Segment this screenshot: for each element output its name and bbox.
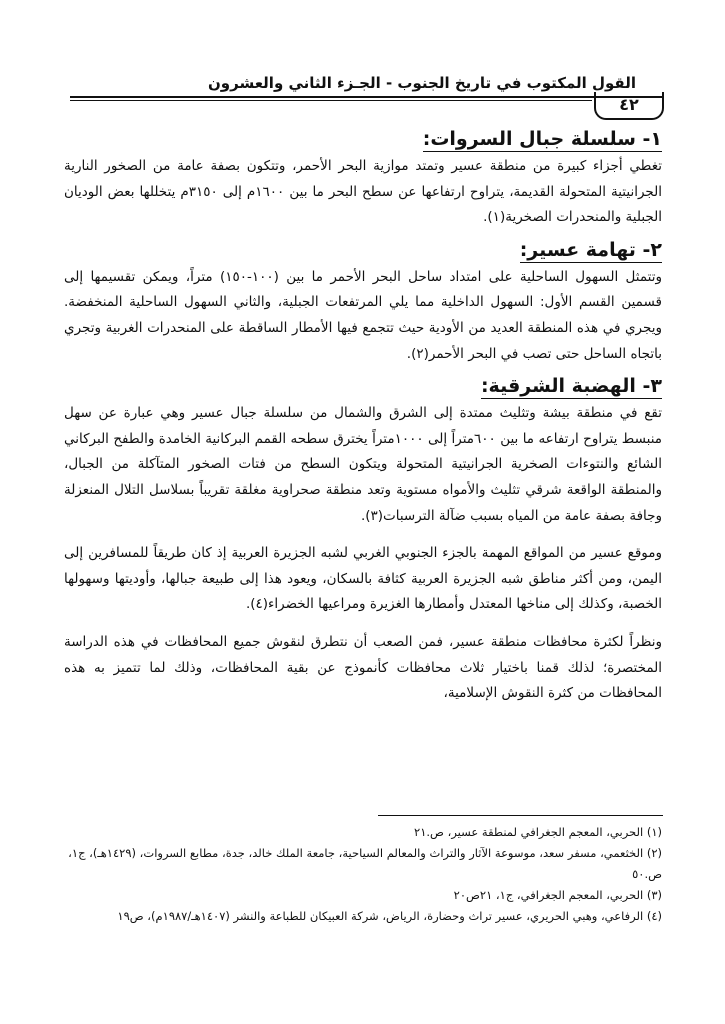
paragraph-location: وموقع عسير من المواقع المهمة بالجزء الجنوبي الغربي لشبه الجزيرة العربية إذ كان طريقاً للمسافرين إلى اليمن، ومن أكثر مناطق شبه الجزيرة العربية كثافة بالسكان، ويعود هذا إلى طبيعة جبالها، وأوديتها وسهولها الخصبة، وكذلك إلى مناخها المعتدل وأمطارها الغزيرة ومراعيها الخضراء(٤). <box>64 545 662 613</box>
footnote-2: (٢) الخثعمي، مسفر سعد، موسوعة الآثار والتراث والمعالم السياحية، جامعة الملك خالد، جدة، مطابع السروات، (١٤٢٩هـ)، ج١، ص.٥٠ <box>68 846 662 881</box>
header-rule-thin <box>70 100 592 101</box>
paragraph-governorates: ونظراً لكثرة محافظات منطقة عسير، فمن الصعب أن نتطرق لنقوش جميع المحافظات في هذه الدراسة المختصرة؛ لذلك قمنا باختيار ثلاث محافظات كأنموذج عن بقية المحافظات، وذلك لما تتميز به هذه المحافظات من كثرة النقوش الإسلامية، <box>64 633 662 702</box>
section-heading-sarawat: ١- سلسلة جبال السروات: <box>422 128 662 150</box>
section-text-tihama: وتتمثل السهول الساحلية على امتداد ساحل البحر الأحمر ما بين (١٠٠-١٥٠) متراً، ويمكن تقسيمها إلى قسمين القسم الأول: السهول الداخلية مما يلي المرتفعات الجبلية، والثاني السهول الساحلية المنخفضة. ويجري في هذه المنطقة العديد من الأودية حيث تتجمع فيها الأمطار الساقطة على المنحدرات الغربية وتجري باتجاه الساحل حتى تصب في البحر الأحمر(٢). <box>64 268 662 362</box>
section-text-sarawat: تغطي أجزاء كبيرة من منطقة عسير وتمتد موازية البحر الأحمر، وتتكون بصفة عامة من الصخور النارية الجرانيتية المتحولة القديمة، يتراوح ارتفاعها عن سطح البحر ما بين ١٦٠٠م إلى ٣١٥٠م يتخللها بعض الوديان الجبلية والمنحدرات الصخرية(١). <box>64 158 662 226</box>
header-rule <box>70 96 662 98</box>
page-number: ٤٢ <box>594 92 664 120</box>
section-heading-eastern-plateau: ٣- الهضبة الشرقية: <box>480 375 662 398</box>
footnote-1: (١) الحربي، المعجم الجغرافي لمنطقة عسير، ص.٢١ <box>414 825 662 839</box>
footnote-separator <box>378 815 663 816</box>
running-header: القول المكتوب في تاريخ الجنوب - الجـزء الثاني والعشرون <box>207 74 636 92</box>
footnotes <box>64 822 662 927</box>
footnote-3: (٣) الحربي، المعجم الجغرافي، ج١، ٢١ص٢٠ <box>453 888 662 902</box>
section-text-eastern-plateau: تقع في منطقة بيشة وتثليث ممتدة إلى الشرق والشمال من سلسلة جبال عسير وهي عبارة عن سهل منبسط يتراوح ارتفاعه ما بين ٦٠٠متراً إلى ١٠٠٠متراً يخترق سطحه القمم البركانية الخامدة والطفح البركاني الشائع والنتوءات الصخرية الجرانيتية المتحولة ويتكون السطح من فتات الصخور المتآكلة من الجبال، والمنطقة الواقعة شرقي تثليث والأمواه مستوية وتعد منطقة صحراوية مغلقة تقريباً بسلاسل التلال المنعزلة وجافة بصفة عامة من المياه بسبب ضآلة الترسبات(٣). <box>64 405 662 524</box>
page-body <box>64 124 662 707</box>
footnote-4: (٤) الرفاعي، وهبي الحريري، عسير تراث وحضارة، الرياض، شركة العبيكان للطباعة والنشر (١٤٠٧هـ/١٩٨٧م)، ص١٩ <box>117 909 662 923</box>
section-heading-tihama: ٢- تهامة عسير: <box>519 238 662 261</box>
